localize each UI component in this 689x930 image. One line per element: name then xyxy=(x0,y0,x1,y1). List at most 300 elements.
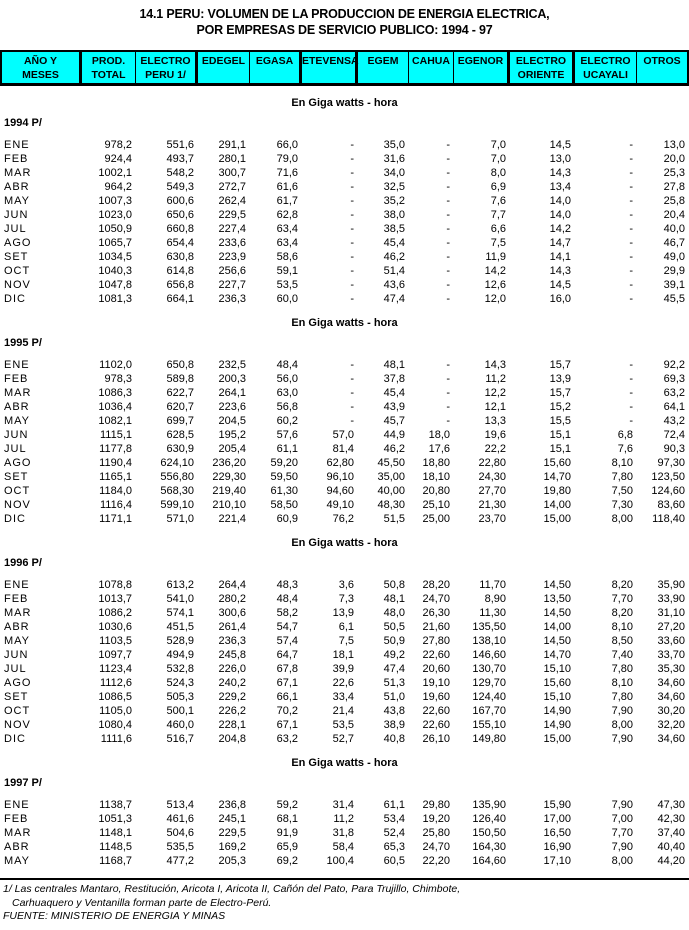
value-cell: - xyxy=(350,279,354,291)
unit-label: En Giga watts - hora xyxy=(291,537,398,549)
source-note: FUENTE: MINISTERIO DE ENERGIA Y MINAS xyxy=(3,910,226,922)
value-cell: 978,3 xyxy=(104,373,132,385)
value-cell: 48,4 xyxy=(276,593,298,605)
month-cell: ENE xyxy=(4,139,30,151)
value-cell: 7,7 xyxy=(490,209,506,221)
value-cell: 7,6 xyxy=(617,443,633,455)
value-cell: 1040,3 xyxy=(98,265,132,277)
value-cell: - xyxy=(629,251,633,263)
value-cell: 1086,5 xyxy=(98,691,132,703)
page-title xyxy=(0,0,689,38)
value-cell: 236,20 xyxy=(212,457,246,469)
value-cell: 31,8 xyxy=(332,827,354,839)
month-cell: MAR xyxy=(4,827,32,839)
value-cell: 126,40 xyxy=(472,813,506,825)
month-cell: OCT xyxy=(4,265,31,277)
value-cell: 14,7 xyxy=(549,237,571,249)
month-cell: AGO xyxy=(4,677,32,689)
value-cell: 28,20 xyxy=(422,579,450,591)
footer-divider xyxy=(0,878,689,880)
value-cell: 1082,1 xyxy=(98,415,132,427)
value-cell: 35,00 xyxy=(377,471,405,483)
value-cell: 229,5 xyxy=(218,827,246,839)
value-cell: 630,9 xyxy=(166,443,194,455)
value-cell: 48,0 xyxy=(383,607,405,619)
value-cell: 1081,3 xyxy=(98,293,132,305)
value-cell: 210,10 xyxy=(212,499,246,511)
value-cell: 14,3 xyxy=(549,265,571,277)
value-cell: 83,60 xyxy=(657,499,685,511)
value-cell: 20,0 xyxy=(663,153,685,165)
value-cell: 8,20 xyxy=(611,579,633,591)
month-cell: ABR xyxy=(4,181,30,193)
value-cell: 52,4 xyxy=(383,827,405,839)
value-cell: 25,00 xyxy=(422,513,450,525)
value-cell: 14,90 xyxy=(543,705,571,717)
value-cell: 43,8 xyxy=(383,705,405,717)
value-cell: 528,9 xyxy=(166,635,194,647)
column-header-otros: OTROS xyxy=(643,55,681,67)
table-row xyxy=(0,732,689,746)
value-cell: 493,7 xyxy=(166,153,194,165)
month-cell: MAY xyxy=(4,635,31,647)
value-cell: 660,8 xyxy=(166,223,194,235)
month-cell: JUN xyxy=(4,429,29,441)
value-cell: 92,2 xyxy=(663,359,685,371)
value-cell: 58,6 xyxy=(276,251,298,263)
value-cell: 58,50 xyxy=(270,499,298,511)
table-row xyxy=(0,648,689,662)
value-cell: 8,00 xyxy=(611,855,633,867)
value-cell: 6,8 xyxy=(617,429,633,441)
section-1995 xyxy=(0,316,689,526)
table-row xyxy=(0,470,689,484)
value-cell: 1078,8 xyxy=(98,579,132,591)
value-cell: 272,7 xyxy=(218,181,246,193)
value-cell: - xyxy=(629,223,633,235)
value-cell: 40,0 xyxy=(663,223,685,235)
month-cell: JUL xyxy=(4,223,27,235)
value-cell: 17,00 xyxy=(543,813,571,825)
value-cell: 1097,7 xyxy=(98,649,132,661)
value-cell: 62,8 xyxy=(276,209,298,221)
value-cell: 14,00 xyxy=(543,499,571,511)
value-cell: 34,0 xyxy=(383,167,405,179)
table-row xyxy=(0,414,689,428)
value-cell: 1148,1 xyxy=(99,827,132,839)
value-cell: 20,80 xyxy=(422,485,450,497)
footnotes xyxy=(0,883,689,924)
value-cell: 8,20 xyxy=(611,607,633,619)
value-cell: 14,00 xyxy=(543,621,571,633)
month-cell: ENE xyxy=(4,799,30,811)
value-cell: 7,80 xyxy=(611,691,633,703)
value-cell: 300,7 xyxy=(218,167,246,179)
value-cell: - xyxy=(350,167,354,179)
value-cell: 35,90 xyxy=(657,579,685,591)
month-cell: MAR xyxy=(4,167,32,179)
value-cell: 7,5 xyxy=(338,635,354,647)
year-label-1996: 1996 P/ xyxy=(4,557,42,569)
value-cell: 1190,4 xyxy=(99,457,132,469)
value-cell: 38,9 xyxy=(383,719,405,731)
value-cell: 29,80 xyxy=(422,799,450,811)
value-cell: 50,9 xyxy=(383,635,405,647)
value-cell: 1102,0 xyxy=(99,359,132,371)
table-row xyxy=(0,278,689,292)
value-cell: 64,1 xyxy=(663,401,685,413)
value-cell: 14,5 xyxy=(549,279,571,291)
value-cell: - xyxy=(446,251,450,263)
value-cell: 613,2 xyxy=(166,579,194,591)
value-cell: 40,8 xyxy=(383,733,405,745)
value-cell: 227,4 xyxy=(218,223,246,235)
value-cell: 47,4 xyxy=(383,293,405,305)
month-cell: SET xyxy=(4,471,29,483)
value-cell: 15,10 xyxy=(543,691,571,703)
month-cell: MAY xyxy=(4,415,31,427)
value-cell: 100,4 xyxy=(326,855,354,867)
value-cell: - xyxy=(629,209,633,221)
value-cell: - xyxy=(446,279,450,291)
value-cell: - xyxy=(446,153,450,165)
value-cell: 25,3 xyxy=(663,167,685,179)
value-cell: 15,60 xyxy=(543,457,571,469)
value-cell: 45,50 xyxy=(377,457,405,469)
value-cell: 1123,4 xyxy=(99,663,132,675)
value-cell: - xyxy=(446,237,450,249)
value-cell: 245,1 xyxy=(218,813,246,825)
value-cell: 45,4 xyxy=(383,237,405,249)
unit-label: En Giga watts - hora xyxy=(291,757,398,769)
value-cell: 7,30 xyxy=(611,499,633,511)
table-row xyxy=(0,138,689,152)
value-cell: 56,0 xyxy=(276,373,298,385)
table-row xyxy=(0,386,689,400)
value-cell: 37,8 xyxy=(383,373,405,385)
value-cell: 574,1 xyxy=(166,607,194,619)
value-cell: 14,70 xyxy=(543,471,571,483)
value-cell: - xyxy=(629,373,633,385)
year-label-1997: 1997 P/ xyxy=(4,777,42,789)
value-cell: 62,80 xyxy=(326,457,354,469)
value-cell: - xyxy=(350,265,354,277)
table-row xyxy=(0,250,689,264)
value-cell: 51,0 xyxy=(383,691,405,703)
value-cell: - xyxy=(629,401,633,413)
value-cell: 15,7 xyxy=(549,359,571,371)
value-cell: 7,90 xyxy=(611,705,633,717)
value-cell: 204,5 xyxy=(218,415,246,427)
table-row xyxy=(0,236,689,250)
value-cell: 223,6 xyxy=(218,401,246,413)
value-cell: 26,10 xyxy=(422,733,450,745)
value-cell: 155,10 xyxy=(472,719,506,731)
value-cell: 1034,5 xyxy=(98,251,132,263)
value-cell: 1115,1 xyxy=(99,429,132,441)
value-cell: 51,4 xyxy=(383,265,405,277)
value-cell: 1111,6 xyxy=(100,733,132,745)
value-cell: 460,0 xyxy=(166,719,194,731)
section-rows-1997 xyxy=(0,798,689,868)
value-cell: 7,90 xyxy=(611,841,633,853)
value-cell: 291,1 xyxy=(218,139,246,151)
table-row xyxy=(0,400,689,414)
value-cell: 11,2 xyxy=(333,813,354,825)
section-1996 xyxy=(0,536,689,746)
value-cell: - xyxy=(629,195,633,207)
value-cell: 7,50 xyxy=(611,485,633,497)
value-cell: - xyxy=(350,195,354,207)
value-cell: 1023,0 xyxy=(98,209,132,221)
value-cell: - xyxy=(446,139,450,151)
value-cell: 67,1 xyxy=(276,677,298,689)
value-cell: 39,1 xyxy=(663,279,685,291)
value-cell: 31,6 xyxy=(383,153,405,165)
value-cell: 13,4 xyxy=(549,181,571,193)
value-cell: 18,80 xyxy=(422,457,450,469)
month-cell: MAY xyxy=(4,855,31,867)
value-cell: 57,0 xyxy=(332,429,354,441)
value-cell: 12,2 xyxy=(484,387,506,399)
value-cell: 513,4 xyxy=(166,799,194,811)
value-cell: - xyxy=(350,359,354,371)
month-cell: SET xyxy=(4,251,29,263)
column-header-egasa: EGASA xyxy=(250,52,302,83)
value-cell: 1105,0 xyxy=(99,705,132,717)
value-cell: 7,80 xyxy=(611,471,633,483)
table-row xyxy=(0,690,689,704)
value-cell: 978,2 xyxy=(104,139,132,151)
value-cell: 7,90 xyxy=(611,799,633,811)
value-cell: 25,10 xyxy=(422,499,450,511)
month-cell: FEB xyxy=(4,813,29,825)
value-cell: 11,9 xyxy=(485,251,506,263)
value-cell: 8,50 xyxy=(611,635,633,647)
value-cell: 7,5 xyxy=(490,237,506,249)
value-cell: 22,60 xyxy=(422,705,450,717)
month-cell: SET xyxy=(4,691,29,703)
value-cell: 81,4 xyxy=(332,443,354,455)
value-cell: 200,3 xyxy=(218,373,246,385)
value-cell: 47,30 xyxy=(657,799,685,811)
value-cell: 12,1 xyxy=(484,401,506,413)
value-cell: 40,40 xyxy=(657,841,685,853)
value-cell: 6,6 xyxy=(490,223,506,235)
month-cell: NOV xyxy=(4,499,31,511)
value-cell: 49,2 xyxy=(383,649,405,661)
value-cell: - xyxy=(350,153,354,165)
value-cell: 22,2 xyxy=(484,443,506,455)
value-cell: 22,6 xyxy=(332,677,354,689)
section-rows-1996 xyxy=(0,578,689,746)
month-cell: JUL xyxy=(4,663,27,675)
value-cell: 1165,1 xyxy=(99,471,132,483)
value-cell: 1086,2 xyxy=(98,607,132,619)
value-cell: 1007,3 xyxy=(98,195,132,207)
value-cell: 33,70 xyxy=(657,649,685,661)
value-cell: 19,10 xyxy=(422,677,450,689)
value-cell: 27,70 xyxy=(478,485,506,497)
table-row xyxy=(0,456,689,470)
unit-label: En Giga watts - hora xyxy=(291,97,398,109)
value-cell: 964,2 xyxy=(104,181,132,193)
value-cell: 48,4 xyxy=(276,359,298,371)
month-cell: FEB xyxy=(4,593,29,605)
value-cell: - xyxy=(350,401,354,413)
value-cell: 1148,5 xyxy=(99,841,132,853)
value-cell: 34,60 xyxy=(657,691,685,703)
value-cell: 14,70 xyxy=(543,649,571,661)
month-cell: MAY xyxy=(4,195,31,207)
value-cell: 14,0 xyxy=(549,195,571,207)
value-cell: 31,10 xyxy=(657,607,685,619)
value-cell: 22,60 xyxy=(422,649,450,661)
value-cell: 226,0 xyxy=(218,663,246,675)
value-cell: 54,7 xyxy=(276,621,298,633)
value-cell: 16,0 xyxy=(549,293,571,305)
value-cell: 18,1 xyxy=(332,649,354,661)
value-cell: 61,30 xyxy=(270,485,298,497)
value-cell: 90,3 xyxy=(663,443,685,455)
table-row xyxy=(0,428,689,442)
value-cell: 14,2 xyxy=(484,265,506,277)
value-cell: 15,00 xyxy=(543,513,571,525)
value-cell: 57,6 xyxy=(276,429,298,441)
value-cell: 14,0 xyxy=(549,209,571,221)
value-cell: 63,4 xyxy=(276,237,298,249)
value-cell: 44,20 xyxy=(657,855,685,867)
value-cell: 67,8 xyxy=(276,663,298,675)
value-cell: 7,70 xyxy=(611,827,633,839)
column-header-ano-meses: AÑO Y MESES xyxy=(2,52,82,83)
value-cell: 58,4 xyxy=(332,841,354,853)
value-cell: 650,6 xyxy=(166,209,194,221)
value-cell: 46,7 xyxy=(663,237,685,249)
table-row xyxy=(0,606,689,620)
month-cell: DIC xyxy=(4,733,26,745)
value-cell: - xyxy=(629,359,633,371)
value-cell: 33,4 xyxy=(332,691,354,703)
value-cell: 11,70 xyxy=(479,579,506,591)
value-cell: 535,5 xyxy=(166,841,194,853)
value-cell: 549,3 xyxy=(166,181,194,193)
value-cell: 123,50 xyxy=(651,471,685,483)
value-cell: 451,5 xyxy=(166,621,194,633)
table-row xyxy=(0,578,689,592)
column-header-etevensa: ETEVENSA xyxy=(302,52,358,83)
value-cell: 1086,3 xyxy=(98,387,132,399)
value-cell: 53,5 xyxy=(332,719,354,731)
value-cell: 1002,1 xyxy=(98,167,132,179)
value-cell: 664,1 xyxy=(166,293,194,305)
value-cell: 8,90 xyxy=(484,593,506,605)
value-cell: 7,00 xyxy=(611,813,633,825)
value-cell: 21,60 xyxy=(422,621,450,633)
value-cell: 61,7 xyxy=(276,195,298,207)
value-cell: 229,30 xyxy=(212,471,246,483)
value-cell: 43,9 xyxy=(383,401,405,413)
value-cell: 1036,4 xyxy=(98,401,132,413)
value-cell: 24,70 xyxy=(422,841,450,853)
value-cell: 13,0 xyxy=(549,153,571,165)
table-row xyxy=(0,620,689,634)
value-cell: 22,60 xyxy=(422,719,450,731)
value-cell: 19,20 xyxy=(422,813,450,825)
table-row xyxy=(0,854,689,868)
value-cell: 1138,7 xyxy=(99,799,132,811)
value-cell: 622,7 xyxy=(166,387,194,399)
table-row xyxy=(0,592,689,606)
value-cell: 280,1 xyxy=(218,153,246,165)
value-cell: 35,0 xyxy=(383,139,405,151)
value-cell: 15,00 xyxy=(543,733,571,745)
value-cell: 650,8 xyxy=(166,359,194,371)
value-cell: 654,4 xyxy=(166,237,194,249)
value-cell: - xyxy=(350,209,354,221)
value-cell: 42,30 xyxy=(657,813,685,825)
value-cell: 66,0 xyxy=(276,139,298,151)
value-cell: 64,7 xyxy=(276,649,298,661)
value-cell: 35,30 xyxy=(657,663,685,675)
table-row xyxy=(0,634,689,648)
value-cell: 7,40 xyxy=(611,649,633,661)
value-cell: 70,2 xyxy=(276,705,298,717)
value-cell: 15,7 xyxy=(549,387,571,399)
value-cell: 23,70 xyxy=(478,513,506,525)
section-1997 xyxy=(0,756,689,868)
value-cell: 620,7 xyxy=(166,401,194,413)
month-cell: DIC xyxy=(4,293,26,305)
year-label-1994: 1994 P/ xyxy=(4,117,42,129)
value-cell: 59,20 xyxy=(270,457,298,469)
value-cell: 8,0 xyxy=(490,167,506,179)
month-cell: ABR xyxy=(4,621,30,633)
value-cell: 477,2 xyxy=(166,855,194,867)
value-cell: - xyxy=(629,181,633,193)
value-cell: 20,60 xyxy=(422,663,450,675)
section-rows-1994 xyxy=(0,138,689,306)
column-header-electro-oriente: ELECTRO ORIENTE xyxy=(510,52,575,83)
page-title-line1: 14.1 PERU: VOLUMEN DE LA PRODUCCION DE ENERGIA ELECTRICA, xyxy=(139,7,550,21)
value-cell: 19,60 xyxy=(422,691,450,703)
value-cell: 66,1 xyxy=(276,691,298,703)
value-cell: 461,6 xyxy=(166,813,194,825)
value-cell: 138,10 xyxy=(472,635,506,647)
value-cell: 24,70 xyxy=(422,593,450,605)
value-cell: 43,6 xyxy=(383,279,405,291)
value-cell: 17,10 xyxy=(543,855,571,867)
value-cell: 256,6 xyxy=(218,265,246,277)
month-cell: ABR xyxy=(4,401,30,413)
table-row xyxy=(0,292,689,306)
value-cell: 13,50 xyxy=(543,593,571,605)
value-cell: 47,4 xyxy=(383,663,405,675)
value-cell: 130,70 xyxy=(472,663,506,675)
value-cell: 1184,0 xyxy=(99,485,132,497)
column-header-egem: EGEM xyxy=(358,52,409,83)
value-cell: 32,5 xyxy=(383,181,405,193)
value-cell: 245,8 xyxy=(218,649,246,661)
value-cell: - xyxy=(350,373,354,385)
value-cell: 72,4 xyxy=(663,429,685,441)
value-cell: 1030,6 xyxy=(98,621,132,633)
value-cell: 13,3 xyxy=(484,415,506,427)
value-cell: - xyxy=(629,265,633,277)
value-cell: 31,4 xyxy=(332,799,354,811)
value-cell: - xyxy=(629,293,633,305)
value-cell: 14,50 xyxy=(543,579,571,591)
